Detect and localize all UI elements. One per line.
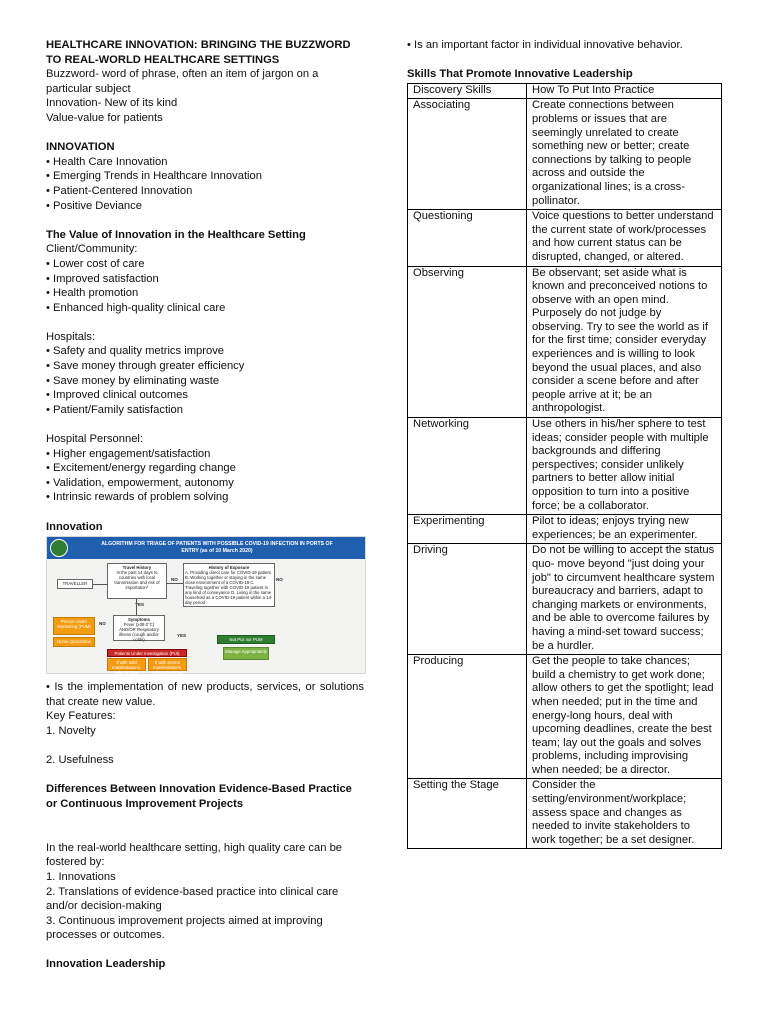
- not-pui-box: Not PUI nor PUM: [217, 635, 275, 644]
- list-item: • Lower cost of care: [46, 257, 364, 272]
- skill-cell: Driving: [408, 544, 527, 655]
- realworld-text: In the real-world healthcare setting, high quality care can be fostered by:: [46, 841, 343, 869]
- list-item: • Patient/Family satisfaction: [46, 403, 364, 418]
- innovation-definition: Innovation- New of its kind: [46, 97, 178, 110]
- connector-line: [136, 599, 137, 615]
- manage-box: Manage Appropriately: [223, 647, 269, 660]
- list-item: • Higher engagement/satisfaction: [46, 447, 364, 462]
- feature-novelty: 1. Novelty: [46, 724, 96, 737]
- list-item: 3. Continuous improvement projects aimed at improving processes or outcomes.: [46, 914, 323, 942]
- fostered-list: [46, 870, 364, 943]
- innovation-list: [46, 155, 364, 213]
- history-exposure-label: History of Exposure: [208, 565, 250, 571]
- personnel-label: Hospital Personnel:: [46, 433, 144, 446]
- hospitals-label: Hospitals:: [46, 330, 96, 343]
- header-discovery-skills: Discovery Skills: [408, 83, 527, 99]
- practice-cell: Do not be willing to accept the status quo- move beyond "just doing your job" to circumvent healthcare system bureaucracy and barriers, adapt to changing markets or environments, and be able to overcome failures by having a mind-set toward success; be a hurdler.: [527, 544, 722, 655]
- yes-label: YES: [177, 633, 187, 639]
- skill-cell: Associating: [408, 99, 527, 210]
- practice-cell: Be observant; set aside what is known and preconceived notions to observe with an open mind. Purposely do not judge by observing. Try to see the world as if for the first time; consider everyday experiences and is willing to look beyond the usual places, and also consider a scene before and after people arrive at it; be an anthropologist.: [527, 266, 722, 418]
- list-item: • Save money by eliminating waste: [46, 374, 364, 389]
- skill-cell: Experimenting: [408, 515, 527, 544]
- table-header-row: [408, 83, 722, 99]
- connector-line: [93, 584, 107, 585]
- history-exposure-text: A. Providing direct care for COVID-19 patient B. Working together or staying in the same close environment of a COVID-19 C. Traveling together with COVID-19 patient in any kind of conveyance D. Living in the same household as a COVID-19 patient within a 14-day period: [185, 570, 273, 606]
- table-row: [408, 99, 722, 210]
- connector-line: [167, 583, 183, 584]
- leadership-heading: Innovation Leadership: [46, 958, 166, 971]
- list-item: • Positive Deviance: [46, 199, 364, 214]
- table-row: [408, 779, 722, 849]
- practice-cell: Use others in his/her sphere to test ideas; consider people with multiple backgrounds and differing perspectives; consider unlikely partners to better allow initial opposition to turn into a positive force; be a collaborator.: [527, 418, 722, 515]
- personnel-list: [46, 447, 364, 505]
- client-list: [46, 257, 364, 315]
- list-item: 2. Translations of evidence-based practice into clinical care and/or decision-making: [46, 885, 339, 913]
- yes-label: YES: [135, 602, 145, 608]
- skill-cell: Observing: [408, 266, 527, 418]
- skill-cell: Setting the Stage: [408, 779, 527, 849]
- right-column: [407, 38, 722, 849]
- practice-cell: Voice questions to better understand the current state of work/processes and how current status can be disrupted, changed, or altered.: [527, 210, 722, 266]
- innovation-heading: INNOVATION: [46, 141, 115, 154]
- practice-cell: Pilot to ideas; enjoys trying new experiences; be an experimenter.: [527, 515, 722, 544]
- covid-triage-algorithm-image: [46, 536, 366, 681]
- list-item: • Improved satisfaction: [46, 272, 364, 287]
- key-features-label: Key Features:: [46, 710, 116, 723]
- severe-box: If with severe manifestations, refer to Referral Hospitals: [148, 658, 187, 671]
- list-item: • Save money through greater efficiency: [46, 359, 364, 374]
- travel-history-box: [107, 563, 167, 599]
- list-item: • Improved clinical outcomes: [46, 388, 364, 403]
- practice-cell: Create connections between problems or issues that are seemingly unrelated to create something new or better; create connections by talking to people across and outside the organizational lines; is a cross-pollinator.: [527, 99, 722, 210]
- list-item: 1. Innovations: [46, 870, 116, 883]
- left-column: [46, 38, 364, 972]
- list-item: • Health promotion: [46, 286, 364, 301]
- value-definition: Value-value for patients: [46, 111, 163, 124]
- differences-heading: Differences Between Innovation Evidence-Based Practice or Continuous Improvement Projects: [46, 783, 352, 810]
- pum-box: Person Under Monitoring (PUM): [53, 617, 95, 635]
- practice-cell: Consider the setting/environment/workplace; assess space and changes as needed to invite stakeholders to work together; be a set designer.: [527, 779, 722, 849]
- table-row: [408, 210, 722, 266]
- table-row: [408, 544, 722, 655]
- skill-cell: Networking: [408, 418, 527, 515]
- table-row: [408, 655, 722, 779]
- mild-box: If with mild manifestations, refer to LGU hospital: [107, 658, 146, 671]
- list-item: • Enhanced high-quality clinical care: [46, 301, 364, 316]
- no-label: NO: [171, 577, 178, 583]
- header-how-to-practice: How To Put Into Practice: [527, 83, 722, 99]
- feature-usefulness: 2. Usefulness: [46, 754, 114, 767]
- list-item: • Emerging Trends in Healthcare Innovation: [46, 169, 364, 184]
- list-item: • Intrinsic rewards of problem solving: [46, 490, 364, 505]
- list-item: • Health Care Innovation: [46, 155, 364, 170]
- skills-table: [407, 83, 722, 850]
- skill-cell: Producing: [408, 655, 527, 779]
- table-row: [408, 515, 722, 544]
- hospital-list: [46, 344, 364, 417]
- table-row: [408, 418, 722, 515]
- implementation-text: • Is the implementation of new products, services, or solutions that create new value.: [46, 681, 364, 708]
- list-item: • Excitement/energy regarding change: [46, 461, 364, 476]
- buzzword-definition: Buzzword- word of phrase, often an item of jargon on a particular subject: [46, 68, 319, 95]
- table-row: [408, 266, 722, 418]
- home-quarantine-box: Home Quarantine: [53, 637, 95, 647]
- list-item: • Patient-Centered Innovation: [46, 184, 364, 199]
- intro-bullet: • Is an important factor in individual innovative behavior.: [407, 39, 683, 51]
- value-heading: The Value of Innovation in the Healthcare Setting: [46, 228, 306, 241]
- list-item: • Safety and quality metrics improve: [46, 344, 364, 359]
- innovation-label: Innovation: [46, 520, 103, 533]
- symptoms-box: [113, 615, 165, 641]
- practice-cell: Get the people to take chances; build a chemistry to get work done; allow others to get the spotlight; lead when needed; put in the time and energy-long hours, deal with upcoming deadlines, create the best team; lay out the goals and solves problems, including improvising when needed; be a director.: [527, 655, 722, 779]
- symptoms-label: Symptoms: [128, 617, 150, 623]
- traveller-box: TRAVELLER: [57, 579, 93, 589]
- list-item: • Validation, empowerment, autonomy: [46, 476, 364, 491]
- travel-history-label: Travel History: [122, 565, 152, 571]
- travel-history-text: In the past 14 days to countries with local transmission and risk of importation*: [114, 570, 160, 591]
- skills-heading: Skills That Promote Innovative Leadership: [407, 68, 633, 81]
- skill-cell: Questioning: [408, 210, 527, 266]
- history-exposure-box: [183, 563, 275, 607]
- algorithm-title: ALGORITHM FOR TRIAGE OF PATIENTS WITH POSSIBLE COVID-19 INFECTION IN PORTS OF ENTRY (as of 10 March 2020): [101, 541, 333, 554]
- no-label: NO: [276, 577, 283, 583]
- pui-box: Patients Under Investigation (PUI): [107, 649, 187, 657]
- document-title: HEALTHCARE INNOVATION: BRINGING THE BUZZWORD TO REAL-WORLD HEALTHCARE SETTINGS: [46, 39, 351, 66]
- client-label: Client/Community:: [46, 243, 138, 256]
- symptoms-text: Fever (≥38.0°C) AND/OR Respiratory illness (cough and/or colds): [119, 622, 159, 643]
- no-label: NO: [99, 621, 106, 627]
